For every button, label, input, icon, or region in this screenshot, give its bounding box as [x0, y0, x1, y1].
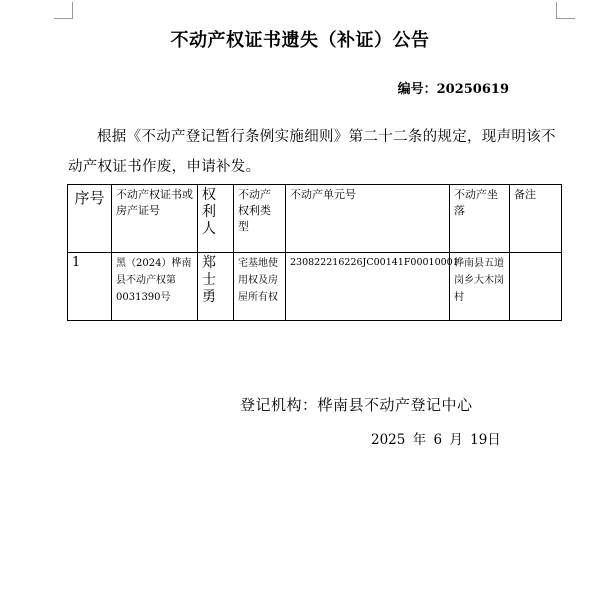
header-index: 序号 [68, 185, 112, 253]
header-right-type: 不动产权利类型 [234, 185, 286, 253]
cell-unit-no: 230822216226JC00141F00010001 [286, 253, 450, 321]
cell-cert-no: 黑（2024）桦南县不动产权第0031390号 [112, 253, 198, 321]
registration-organization: 登记机构：桦南县不动产登记中心 [240, 396, 473, 414]
header-owner: 权利人 [198, 185, 234, 253]
cell-right-type: 宅基地使用权及房屋所有权 [234, 253, 286, 321]
header-cert-no: 不动产权证书或房产证号 [112, 185, 198, 253]
table-row [68, 253, 562, 321]
certificate-table [67, 184, 562, 321]
notice-number-value: 20250619 [436, 82, 509, 97]
header-remark: 备注 [510, 185, 562, 253]
cell-index: 1 [68, 253, 112, 321]
page-corner-mark-right [556, 2, 575, 19]
cell-remark [510, 253, 562, 321]
header-unit-no: 不动产单元号 [286, 185, 450, 253]
header-location: 不动产坐落 [450, 185, 510, 253]
notice-number [398, 78, 509, 97]
cell-owner: 郑士勇 [198, 253, 234, 321]
notice-title: 不动产权证书遗失（补证）公告 [170, 30, 430, 51]
page-corner-mark-left [54, 2, 73, 19]
notice-paragraph: 根据《不动产登记暂行条例实施细则》第二十二条的规定，现声明该不动产权证书作废，申请补发。 [68, 129, 556, 175]
table-header-row [68, 185, 562, 253]
notice-number-label: 编号： [397, 82, 437, 97]
cell-location: 桦南县五道岗乡大木岗村 [450, 253, 510, 321]
notice-date: 2025 年 6 月 19日 [371, 432, 501, 448]
